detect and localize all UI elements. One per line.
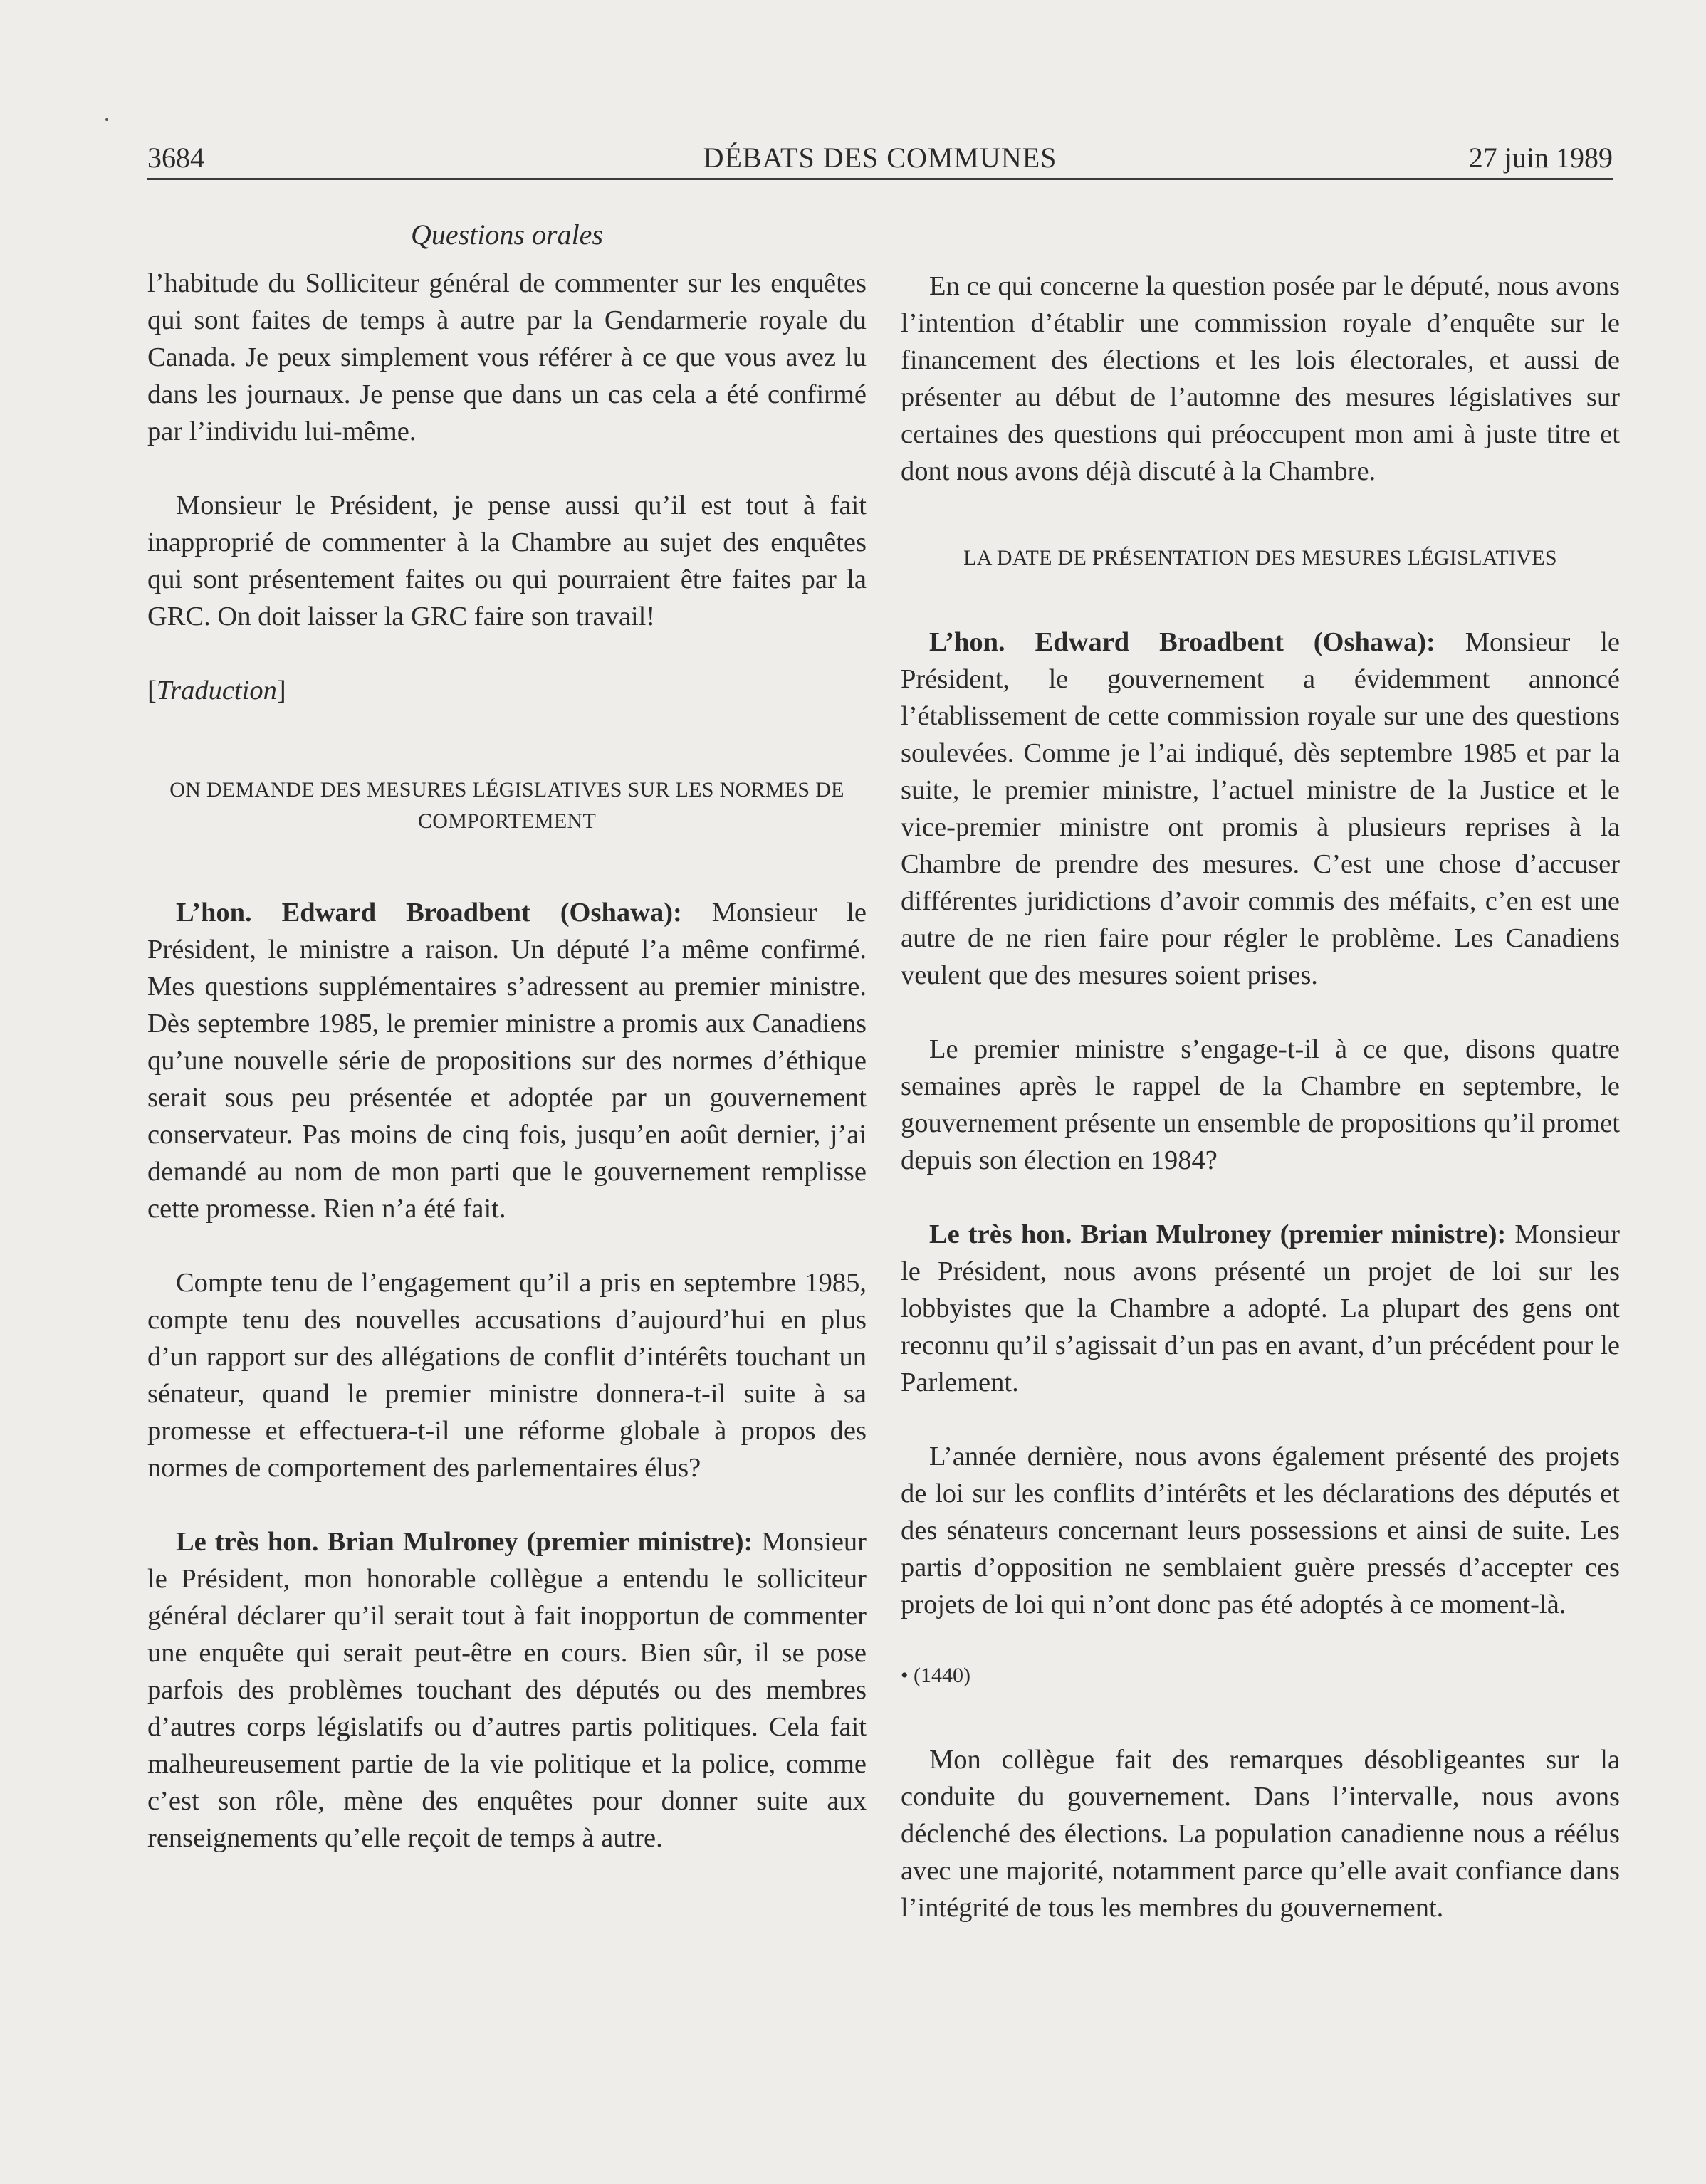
speech-text: Monsieur le Président, mon honorable collègue a entendu le solliciteur général déclarer qu’il serait tout à fait inopportun de commenter une enquête qui serait peut-être en cours. Bien sûr, il se pose parfois des problèmes touchant des députés ou des membres d’autres corps législatifs ou d’autres partis politiques. Cela fait malheureusement partie de la vie politique et la police, comme c’est son rôle, mène des enquêtes pour donner suite aux renseignements qu’elle reçoit de temps à autre. — [147, 1527, 867, 1853]
speaker-name: Le très hon. Brian Mulroney (premier ministre): — [929, 1219, 1507, 1249]
speech — [901, 624, 1620, 994]
speech-text: Monsieur le Président, nous avons présenté un projet de loi sur les lobbyistes que la Chambre a adopté. La plupart des gens ont reconnu qu’il s’agissait d’un pas en avant, d’un précédent pour le Parlement. — [901, 1219, 1620, 1397]
speech — [901, 1216, 1620, 1401]
header-rule — [147, 178, 1613, 180]
topic-heading: ON DEMANDE DES MESURES LÉGISLATIVES SUR LES NORMES DE COMPORTEMENT — [169, 778, 844, 833]
speech-text: Monsieur le Président, le gouvernement a évidemment annoncé l’établissement de cette commission royale sur une des questions soulevées. Comme je l’ai indiqué, dès septembre 1985 et par la suite, le premier ministre, l’actuel ministre de la Justice et le vice-premier ministre ont promis à plusieurs reprises à la Chambre de prendre des mesures. C’est une chose d’accuser différentes juridictions d’avoir commis des méfaits, c’en est une autre de ne rien faire pour régler le problème. Les Canadiens veulent que des mesures soient prises. — [901, 627, 1620, 990]
paragraph: En ce qui concerne la question posée par le député, nous avons l’intention d’établir une commission royale d’enquête sur le financement des élections et les lois électorales, et aussi de présenter au début de l’automne des mesures législatives sur certaines des questions qui préoccupent mon ami à juste titre et dont nous avons déjà discuté à la Chambre. — [901, 271, 1620, 486]
paragraph: l’habitude du Solliciteur général de commenter sur les enquêtes qui sont faites de temps à autre par la Gendarmerie royale du Canada. Je peux simplement vous référer à ce que vous avez lu dans les journaux. Je pense que dans un cas cela a été confirmé par l’individu lui-même. — [147, 268, 867, 446]
topic-heading: LA DATE DE PRÉSENTATION DES MESURES LÉGISLATIVES — [963, 546, 1557, 569]
scan-speck — [105, 118, 108, 121]
issue-date: 27 juin 1989 — [1468, 142, 1613, 174]
left-column — [147, 265, 867, 1894]
bracket-close: ] — [276, 676, 286, 705]
page-number: 3684 — [147, 142, 204, 174]
translation-note — [147, 672, 867, 709]
page-header — [147, 137, 1613, 179]
speech — [147, 894, 867, 1227]
paragraph: Mon collègue fait des remarques désobligeantes sur la conduite du gouvernement. Dans l’intervalle, nous avons déclenché des élections. La population canadienne nous a réélus avec une majorité, notamment parce qu’elle avait confiance dans l’intégrité de tous les membres du gouvernement. — [901, 1745, 1620, 1923]
paragraph: L’année dernière, nous avons également présenté des projets de loi sur les conflits d’intérêts et les déclarations des députés et des sénateurs concernant leurs possessions et ainsi de suite. Les partis d’opposition ne semblaient guère pressés d’accepter ces projets de loi qui n’ont donc pas été adoptés à ce moment-là. — [901, 1442, 1620, 1619]
speech-text: Monsieur le Président, le ministre a raison. Un député l’a même confirmé. Mes questions supplémentaires s’adressent au premier ministre. Dès septembre 1985, le premier ministre a promis aux Canadiens qu’une nouvelle série de propositions sur des normes d’éthique serait sous peu présentée et adoptée par un gouvernement conservateur. Pas moins de cinq fois, jusqu’en août dernier, j’ai demandé au nom de mon parti que le gouvernement remplisse cette promesse. Rien n’a été fait. — [147, 898, 867, 1224]
speaker-name: L’hon. Edward Broadbent (Oshawa): — [929, 627, 1435, 657]
paragraph: Monsieur le Président, je pense aussi qu’il est tout à fait inapproprié de commenter à la Chambre au sujet des enquêtes qui sont présentement faites ou qui pourraient être faites par la GRC. On doit laisser la GRC faire son travail! — [147, 490, 867, 631]
speaker-name: Le très hon. Brian Mulroney (premier ministre): — [176, 1527, 753, 1557]
section-label: Questions orales — [411, 219, 603, 251]
bracket-open: [ — [147, 676, 157, 705]
time-marker: • (1440) — [901, 1664, 970, 1687]
speech — [147, 1523, 867, 1857]
translation-word: Traduction — [156, 676, 277, 705]
journal-title: DÉBATS DES COMMUNES — [703, 142, 1057, 174]
paragraph: Le premier ministre s’engage-t-il à ce que, disons quatre semaines après le rappel de la Chambre en septembre, le gouvernement présente un ensemble de propositions qu’il promet depuis son élection en 1984? — [901, 1034, 1620, 1175]
paragraph: Compte tenu de l’engagement qu’il a pris en septembre 1985, compte tenu des nouvelles accusations d’aujourd’hui en plus d’un rapport sur des allégations de conflit d’intérêts touchant un sénateur, quand le premier ministre donnera-t-il suite à sa promesse et effectuera-t-il une réforme globale à propos des normes de comportement des parlementaires élus? — [147, 1268, 867, 1483]
right-column — [901, 268, 1620, 1963]
speaker-name: L’hon. Edward Broadbent (Oshawa): — [176, 898, 682, 928]
